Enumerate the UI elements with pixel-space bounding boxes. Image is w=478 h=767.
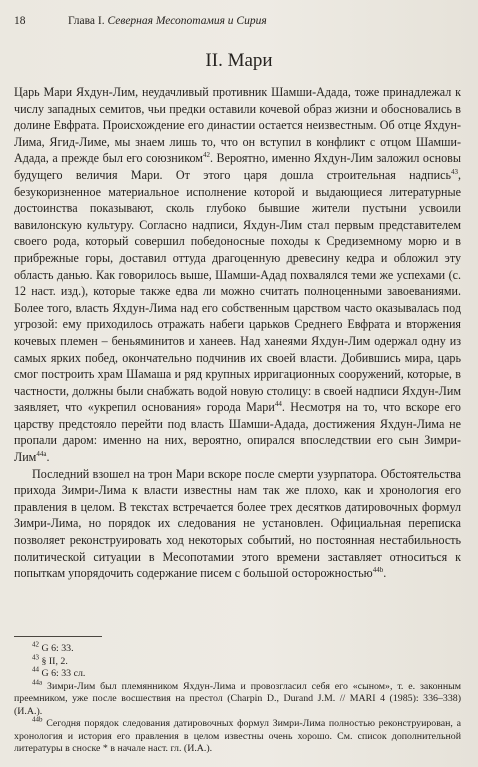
paragraph <box>14 84 461 466</box>
footnote-ref: 42 <box>202 151 210 160</box>
footnote <box>14 640 461 656</box>
footnote-mark: 42 <box>32 640 39 649</box>
paragraph-text: . <box>383 566 387 581</box>
running-header <box>14 14 464 28</box>
footnote-ref: 44b <box>372 566 384 575</box>
chapter-title: Северная Месопотамия и Сирия <box>107 15 267 27</box>
chapter-label: Глава I. <box>68 15 105 27</box>
footnote-mark: 44a <box>32 678 43 687</box>
paragraph-text: Последний взошел на трон Мари вскоре после смерти узурпатора. Обстоятельства прихода Зимри-Лима к власти известны нам так же плохо, как и хронология его правления в целом. В текстах встречается более трех десятков датировочных формул Зимри-Лима, но порядок их следования не установлен. Официальная переписка позволяет реконструировать ход некоторых событий, но постоянная нестабильность политической ситуации в Месопотамии этого времени заставляет относиться к попыткам упорядочить содержание писем с большой осторожностью <box>14 466 461 581</box>
footnote-divider <box>14 636 102 637</box>
footnotes <box>14 640 461 756</box>
paragraph-text: Царь Мари Яхдун-Лим, неудачливый противник Шамши-Адада, тоже принадлежал к числу западных семитов, чьи предки оставили кочевой образ жизни и обосновались в долине Евфрата. Происхождение его династии остается неизвестным. Об отце Яхдун-Лима, Ягид-Лиме, мы знаем лишь то, что он вступил в конфликт с отцом Шамши-Адада, а прежде был его союзником <box>14 85 461 166</box>
running-title <box>68 14 267 28</box>
footnote-mark: 43 <box>32 653 39 662</box>
paragraph-text: . Вероятно, именно Яхдун-Лим заложил основы будущего величия Мари. От этого царя дошла строительная надпись <box>14 151 462 182</box>
footnote-text: Зимри-Лим был племянником Яхдун-Лима и провозгласил себя его «сыном», т. е. законным преемником, уже после восшествия на престол (Charpin D., Durand J.M. // MARI 4 (1985): 336–338) (И.А.). <box>14 680 461 717</box>
paragraph-text: . <box>46 450 50 465</box>
main-text <box>14 84 461 582</box>
paragraph-text: . Несмотря на то, что вскоре его царству предстояло перейти под власть Шамши-Адада, достижения Яхдун-Лима не пропали даром: именно на них, вероятно, опирался впоследствии его сын Зимри-Лим <box>14 400 461 465</box>
footnote-mark: 44b <box>32 715 43 724</box>
footnote <box>14 715 461 756</box>
footnote-text: § II, 2. <box>39 655 68 667</box>
footnote-ref: 43 <box>450 167 458 176</box>
section-title: II. Мари <box>205 50 273 71</box>
footnote <box>14 665 461 681</box>
paragraph <box>14 466 461 582</box>
footnote-text: Сегодня порядок следования датировочных формул Зимри-Лима полностью реконструирован, а хронология и история его правления в целом известны очень хорошо. См. список дополнительной литературы в сноске * в начале наст. гл. (И.А.). <box>14 718 461 754</box>
footnote-text: G 6: 33. <box>39 643 74 654</box>
paragraph-text: , безукоризненное материальное исполнение которой и выдающиеся литературные достоинства показывают, сколь глубоко бывшие жители пустыни усвоили вавилонскую культуру. Согласно надписи, Яхдун-Лим стал первым представителем своего рода, который совершил победоносные походы к Средиземному морю и в прибрежные горы, доставил оттуда драгоценную древесину кедра и обложил эту область данью. Как говорилось выше, Шамши-Адад похвалялся теми же успехами (с. 12 наст. изд.), которые также едва ли можно считать полноценными завоеваниями. Более того, власть Яхдун-Лима над его собственным царством часто оказывалась под угрозой: ему приходилось отражать набеги царьков Среднего Евфрата и вторжения кочевых племен – беньяминитов и ханеев. Над ханеями Яхдун-Лим одержал одну из самых ярких побед, окончательно подчинив их своей власти. Добившись мира, царь смог построить храм Шамаша и ряд крупных ирригационных сооружений, которые, в частности, должны были снабжать водой новую столицу: в своей надписи Яхдун-Лим заявляет, что «укрепил основания» города Мари <box>14 167 461 415</box>
footnote-ref: 44 <box>274 400 282 409</box>
page-number: 18 <box>14 15 26 27</box>
footnote-ref: 44a <box>36 450 47 459</box>
footnote <box>14 653 461 669</box>
footnote-text: G 6: 33 сл. <box>39 668 86 679</box>
footnote <box>14 678 461 719</box>
footnote-mark: 44 <box>32 665 39 674</box>
